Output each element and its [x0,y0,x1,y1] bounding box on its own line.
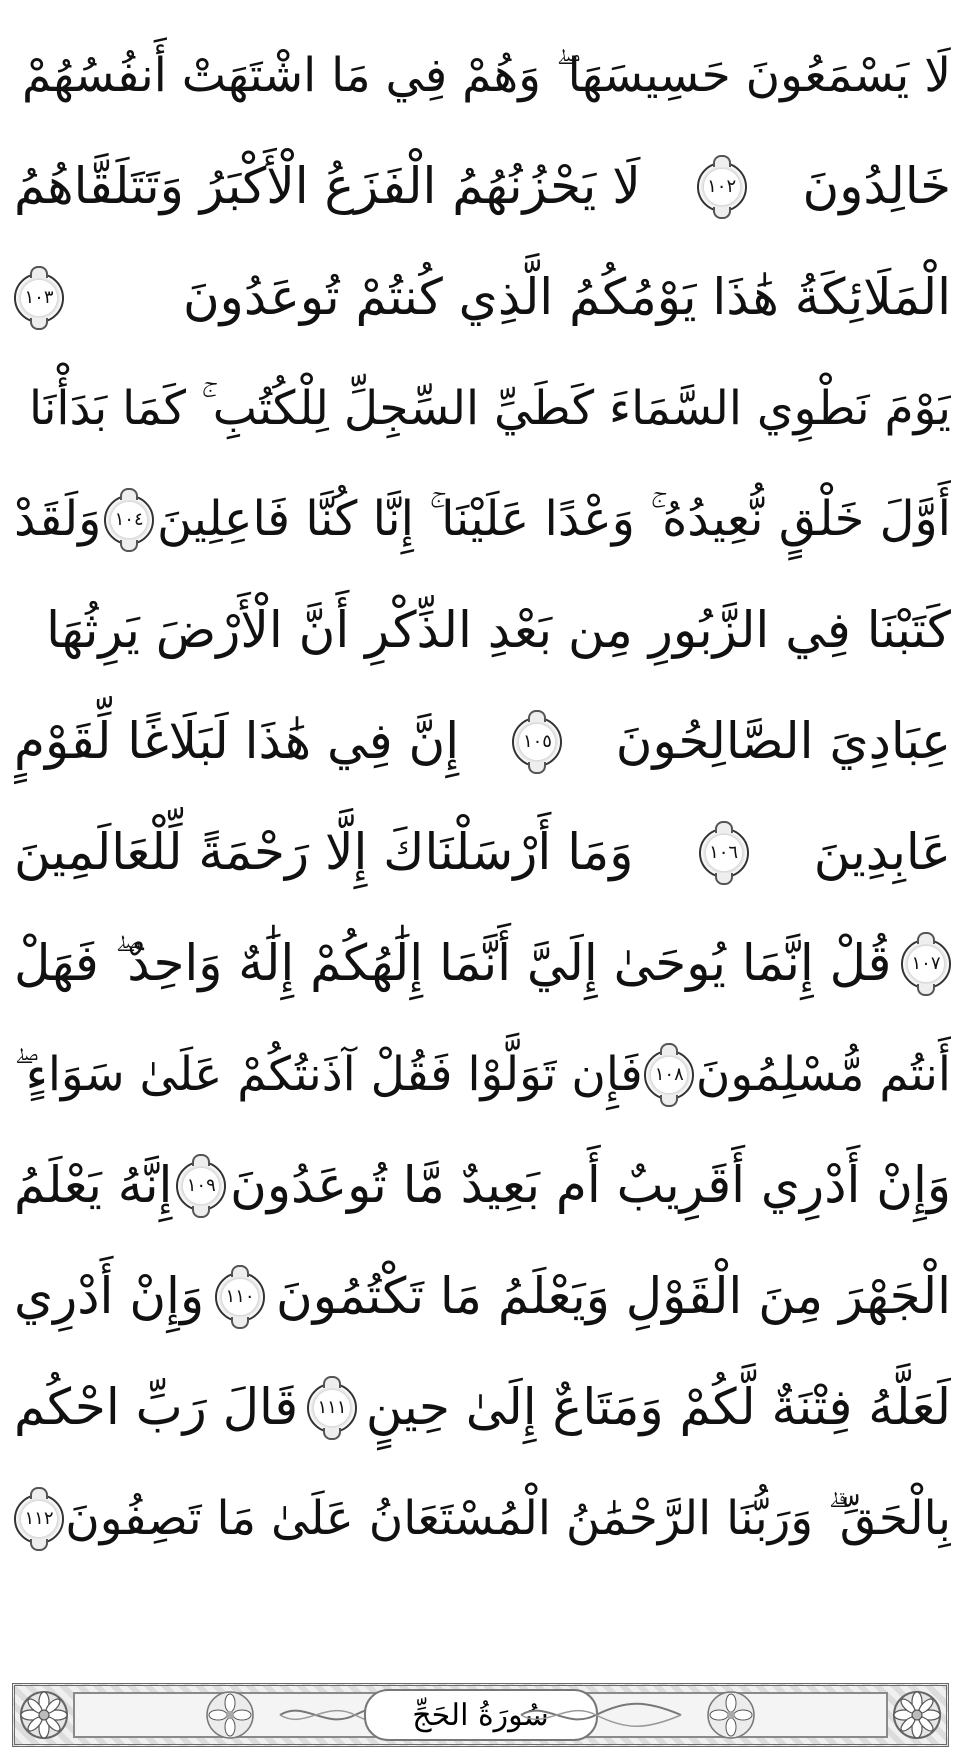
ayah-number-marker: ١٠٢ [697,162,747,212]
quran-line [14,686,951,797]
ayah-number-marker: ١٠٦ [699,828,749,878]
quran-line [14,1352,951,1463]
quran-line [14,353,951,464]
surah-name: سُورَةُ الحَجِّ [412,1697,549,1733]
arabesque-ornament-icon [516,1700,686,1730]
surah-header-panel [73,1692,888,1738]
ayah-number-marker: ١٠٩ [176,1161,226,1211]
verse-text: وَإِنْ أَدْرِي [14,1267,205,1325]
verse-text: بِالْحَقِّ ۗ وَرَبُّنَا الرَّحْمَٰنُ الْمُسْتَعَانُ عَلَىٰ مَا تَصِفُونَ [65,1491,951,1546]
quran-line [14,242,951,353]
quran-line [14,464,951,575]
quran-line [14,1130,951,1241]
verse-text: إِنَّهُ يَعْلَمُ [14,1156,173,1214]
floral-rosette-icon [892,1690,942,1740]
ayah-number-marker: ١٠٨ [644,1050,694,1100]
surah-header-frame [12,1683,949,1747]
ayah-number-marker: ١٠٧ [901,939,951,989]
quran-line [14,20,951,131]
quran-line [14,797,951,908]
ayah-number-marker: ١٠٥ [512,717,562,767]
verse-text: خَالِدُونَ [802,157,951,215]
quran-line [14,575,951,686]
quran-line [14,1241,951,1352]
ayah-number-marker: ١٠٣ [14,273,64,323]
verse-text: إِنَّ فِي هَٰذَا لَبَلَاغًا لِّقَوْمٍ [14,712,460,770]
ayah-number-marker: ١١٠ [215,1272,265,1322]
verse-text: وَلَقَدْ [14,491,102,547]
verse-text: قُلْ إِنَّمَا يُوحَىٰ إِلَيَّ أَنَّمَا إِلَٰهُكُمْ إِلَٰهٌ وَاحِدٌ ۖ فَهَلْ [14,934,892,992]
ayah-number-marker: ١١١ [307,1383,357,1433]
verse-text: وَإِنْ أَدْرِي أَقَرِيبٌ أَم بَعِيدٌ مَّا تُوعَدُونَ [230,1156,951,1214]
verse-text: لَا يَسْمَعُونَ حَسِيسَهَا ۖ وَهُمْ فِي مَا اشْتَهَتْ أَنفُسُهُمْ [22,48,951,103]
verse-text: كَتَبْنَا فِي الزَّبُورِ مِن بَعْدِ الذِّكْرِ أَنَّ الْأَرْضَ يَرِثُهَا [46,601,951,659]
verse-text: الْمَلَائِكَةُ هَٰذَا يَوْمُكُمُ الَّذِي كُنتُمْ تُوعَدُونَ [182,268,951,326]
quran-line [14,1463,951,1574]
verse-text: فَإِن تَوَلَّوْا فَقُلْ آذَنتُكُمْ عَلَىٰ سَوَاءٍ ۖ [14,1047,643,1102]
verse-text: وَمَا أَرْسَلْنَاكَ إِلَّا رَحْمَةً لِّلْعَالَمِينَ [14,823,634,881]
verse-text: لَعَلَّهُ فِتْنَةٌ لَّكُمْ وَمَتَاعٌ إِلَىٰ حِينٍ [365,1378,951,1436]
floral-rosette-icon [19,1690,69,1740]
verse-text: قَالَ رَبِّ احْكُم [14,1378,299,1436]
quran-line [14,908,951,1019]
verse-text: الْجَهْرَ مِنَ الْقَوْلِ وَيَعْلَمُ مَا تَكْتُمُونَ [275,1267,951,1325]
verse-text: عَابِدِينَ [813,823,951,881]
verse-text: أَنتُم مُّسْلِمُونَ [695,1047,951,1102]
verse-text: عِبَادِيَ الصَّالِحُونَ [615,712,951,770]
quran-text-block [14,20,951,1574]
ayah-number-marker: ١١٢ [14,1494,64,1544]
quran-line [14,131,951,242]
verse-text: لَا يَحْزُنُهُمُ الْفَزَعُ الْأَكْبَرُ وَتَتَلَقَّاهُمُ [14,157,641,215]
floral-rosette-icon [205,1690,255,1740]
ayah-number-marker: ١٠٤ [104,495,154,545]
verse-text: أَوَّلَ خَلْقٍ نُّعِيدُهُ ۚ وَعْدًا عَلَيْنَا ۚ إِنَّا كُنَّا فَاعِلِينَ [156,491,951,547]
floral-rosette-icon [706,1690,756,1740]
verse-text: يَوْمَ نَطْوِي السَّمَاءَ كَطَيِّ السِّجِلِّ لِلْكُتُبِ ۚ كَمَا بَدَأْنَا [29,381,951,436]
quran-line [14,1019,951,1130]
